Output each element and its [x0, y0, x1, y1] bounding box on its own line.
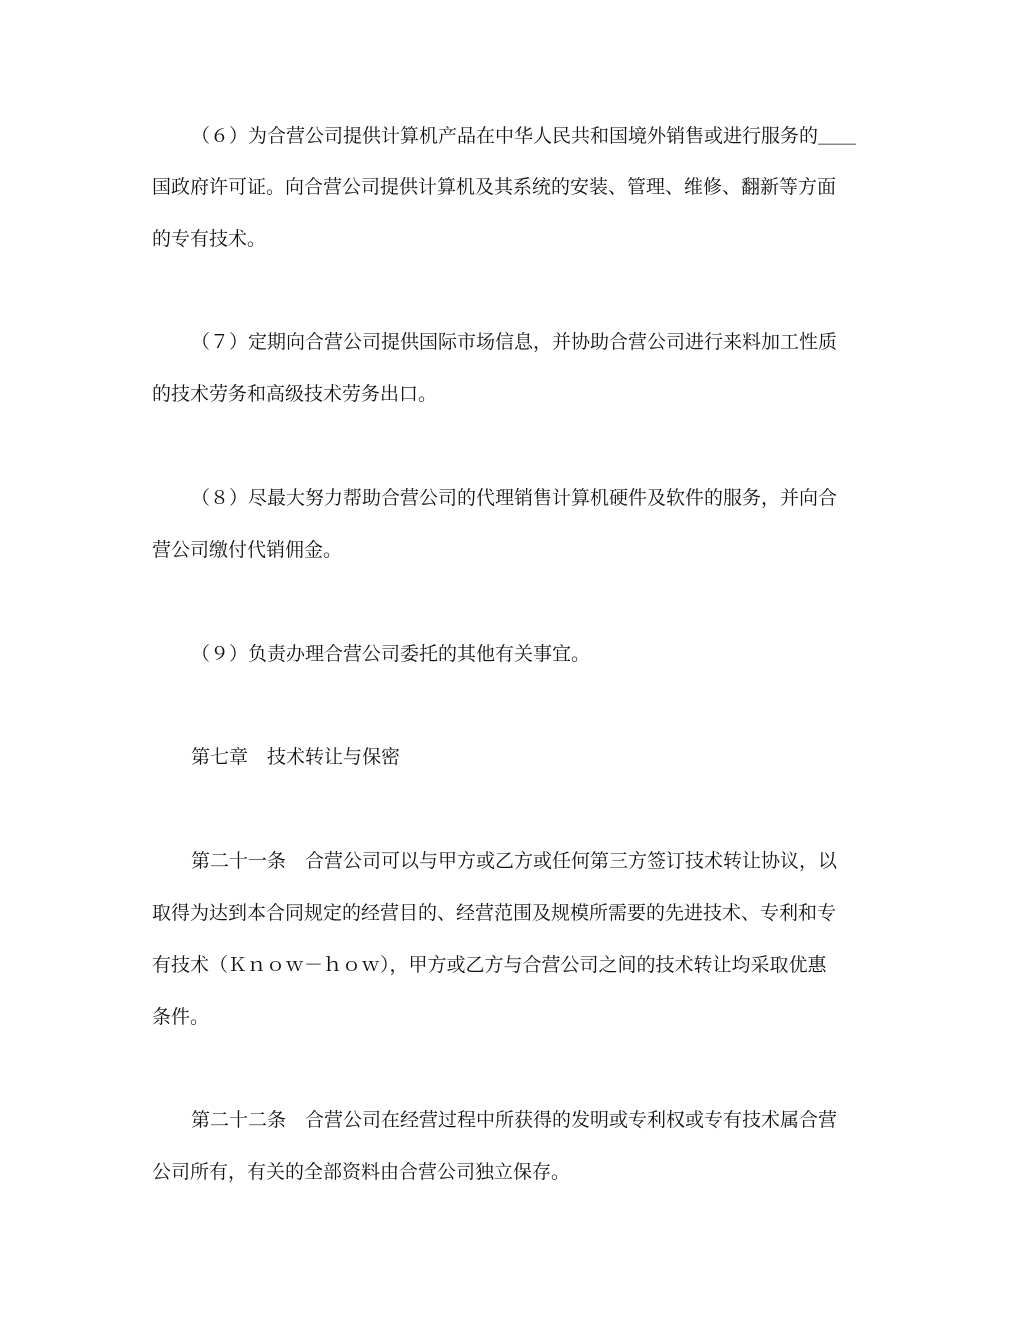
paragraph-7-line-1: （７）定期向合营公司提供国际市场信息，并协助合营公司进行来料加工性质 — [191, 331, 838, 353]
article-21-line-3: 有技术（Ｋｎｏｗ－ｈｏｗ），甲方或乙方与合营公司之间的技术转让均采取优惠 — [152, 954, 827, 976]
chapter-heading: 第七章 技术转让与保密 — [191, 746, 401, 768]
article-22-line-2: 公司所有，有关的全部资料由合营公司独立保存。 — [152, 1161, 571, 1183]
article-21-line-2: 取得为达到本合同规定的经营目的、经营范围及规模所需要的先进技术、专利和专 — [152, 902, 837, 924]
article-22-line-1: 第二十二条 合营公司在经营过程中所获得的发明或专利权或专有技术属合营 — [191, 1109, 838, 1131]
article-21-line-4: 条件。 — [152, 1006, 210, 1028]
paragraph-6-line-1: （６）为合营公司提供计算机产品在中华人民共和国境外销售或进行服务的＿＿ — [191, 125, 857, 147]
paragraph-9-line-1: （９）负责办理合营公司委托的其他有关事宜。 — [191, 643, 591, 665]
paragraph-6-line-2: 国政府许可证。向合营公司提供计算机及其系统的安装、管理、维修、翻新等方面 — [152, 176, 837, 198]
article-21-line-1: 第二十一条 合营公司可以与甲方或乙方或任何第三方签订技术转让协议，以 — [191, 850, 838, 872]
paragraph-7-line-2: 的技术劳务和高级技术劳务出口。 — [152, 383, 438, 405]
paragraph-8-line-1: （８）尽最大努力帮助合营公司的代理销售计算机硬件及软件的服务，并向合 — [191, 487, 838, 509]
paragraph-6-line-3: 的专有技术。 — [152, 228, 267, 250]
paragraph-8-line-2: 营公司缴付代销佣金。 — [152, 539, 343, 561]
